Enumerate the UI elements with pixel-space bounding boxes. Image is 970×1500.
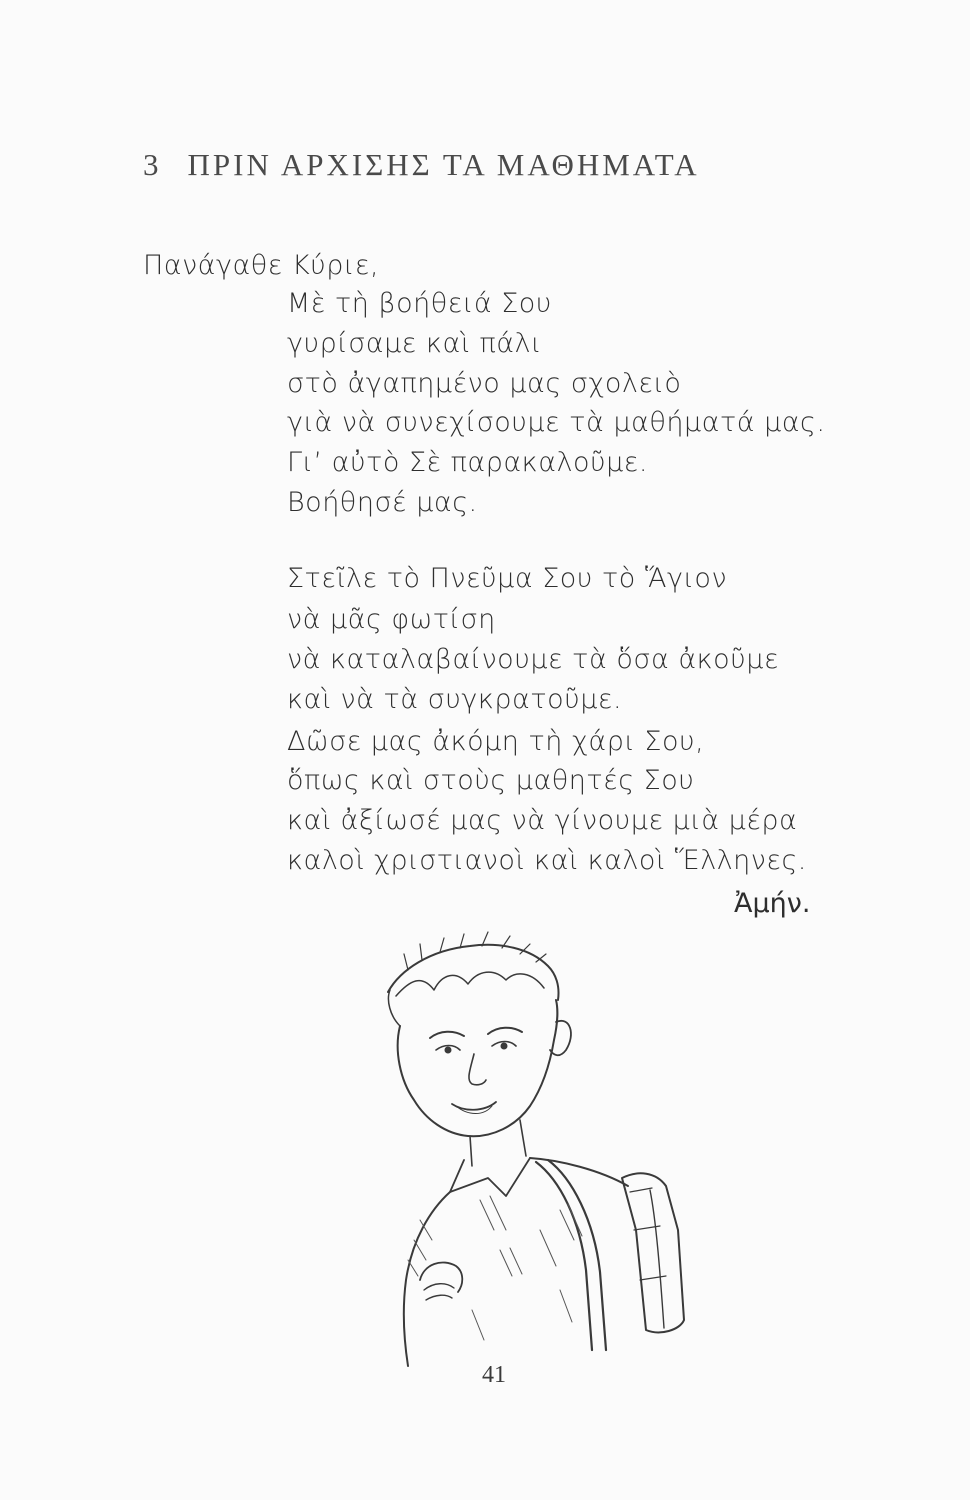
schoolboy-illustration [360, 930, 720, 1370]
prayer-line: Δῶσε μας ἀκόμη τὴ χάρι Σου, [287, 726, 705, 757]
prayer-closing: Ἀμήν. [734, 888, 811, 919]
chapter-number: 3 [143, 147, 162, 182]
prayer-line: Βοήθησέ μας. [287, 487, 478, 518]
prayer-line: γυρίσαμε καὶ πάλι [287, 328, 542, 359]
prayer-line: καλοὶ χριστιανοὶ καὶ καλοὶ Ἕλληνες. [287, 845, 807, 876]
prayer-line: γιὰ νὰ συνεχίσουμε τὰ μαθήματά μας. [287, 407, 826, 438]
prayer-line: στὸ ἀγαπημένο μας σχολειὸ [287, 368, 682, 399]
prayer-line: Στεῖλε τὸ Πνεῦμα Σου τὸ Ἅγιον [287, 563, 728, 594]
prayer-line: νὰ καταλαβαίνουμε τὰ ὅσα ἀκοῦμε [287, 644, 780, 675]
chapter-heading [143, 147, 700, 183]
prayer-line: καὶ ἀξίωσέ μας νὰ γίνουμε μιὰ μέρα [287, 805, 798, 836]
prayer-line: ὅπως καὶ στοὺς μαθητές Σου [287, 765, 695, 796]
chapter-title: ΠΡΙΝ ΑΡΧΙΣΗΣ ΤΑ ΜΑΘΗΜΑΤΑ [187, 147, 700, 182]
prayer-line: Μὲ τὴ βοήθειά Σου [287, 288, 552, 319]
page-number: 41 [482, 1362, 506, 1388]
prayer-opening: Πανάγαθε Κύριε, [143, 250, 380, 281]
prayer-line: καὶ νὰ τὰ συγκρατοῦμε. [287, 684, 623, 715]
prayer-line: Γι’ αὐτὸ Σὲ παρακαλοῦμε. [287, 447, 648, 478]
prayer-line: νὰ μᾶς φωτίση [287, 604, 496, 635]
